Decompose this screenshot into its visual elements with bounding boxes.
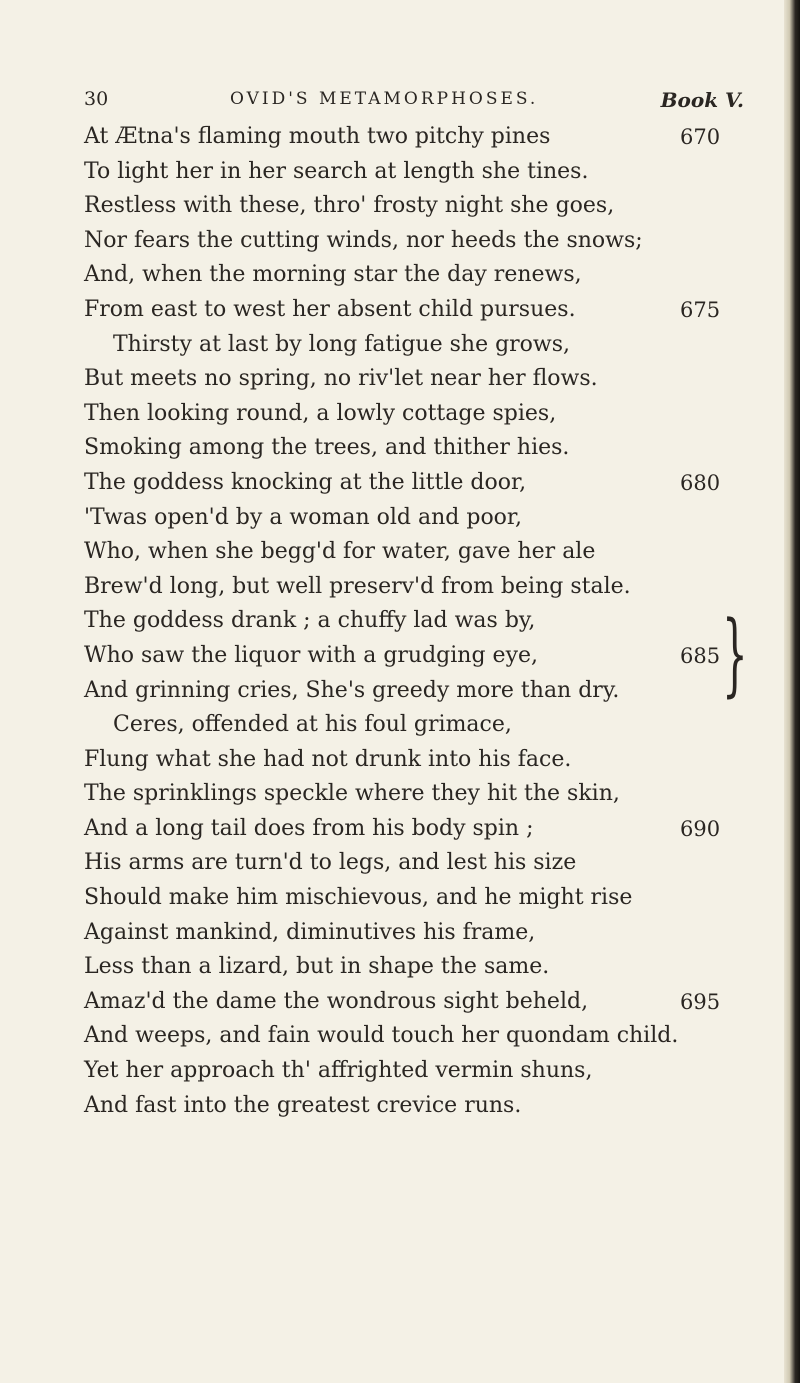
running-title: OVID'S METAMORPHOSES. [230, 89, 539, 109]
verse-text: At Ætna's flaming mouth two pitchy pines [84, 124, 551, 149]
verse-line [0, 570, 800, 605]
verse-text: His arms are turn'd to legs, and lest his size [84, 850, 577, 876]
verse-text: But meets no spring, no riv'let near her flows. [84, 366, 598, 392]
verse-text: Flung what she had not drunk into his face. [84, 746, 572, 772]
verse-text: The sprinklings speckle where they hit the skin, [84, 781, 620, 807]
verse-text: The goddess drank ; a chuffy lad was by, [84, 608, 536, 634]
verse-text: And a long tail does from his body spin ; [84, 815, 534, 841]
book-label: Book V. [660, 88, 744, 112]
verse-line [0, 328, 800, 363]
triplet-brace: } [722, 602, 748, 707]
verse-text: Yet her approach th' affrighted vermin shuns, [84, 1058, 593, 1084]
verse-text: From east to west her absent child pursues. [84, 296, 576, 322]
line-number: 680 [680, 470, 721, 495]
line-number: 675 [680, 297, 721, 322]
verse-line [0, 881, 800, 916]
verse-line [0, 397, 800, 432]
verse-text: Should make him mischievous, and he might rise [84, 885, 633, 911]
poem-text [0, 120, 800, 1123]
verse-line [0, 1089, 800, 1124]
verse-line [0, 501, 800, 536]
verse-text: The goddess knocking at the little door, [84, 469, 527, 495]
verse-text: And grinning cries, She's greedy more than dry. [84, 677, 620, 703]
verse-line [0, 985, 800, 1020]
verse-line [0, 155, 800, 190]
verse-line [0, 189, 800, 224]
verse-line [0, 120, 800, 155]
verse-line [0, 950, 800, 985]
verse-text: Against mankind, diminutives his frame, [84, 919, 536, 945]
verse-text: To light her in her search at length she tines. [84, 158, 589, 184]
verse-line [0, 466, 800, 501]
verse-line [0, 743, 800, 778]
verse-text: Ceres, offended at his foul grimace, [113, 712, 512, 738]
page-header [84, 88, 744, 122]
verse-text: Amaz'd the dame the wondrous sight beheld, [84, 988, 589, 1014]
verse-line [0, 1054, 800, 1089]
verse-line [0, 639, 800, 674]
verse-line [0, 916, 800, 951]
verse-text: And, when the morning star the day renews, [84, 262, 582, 288]
verse-line [0, 535, 800, 570]
verse-line [0, 1019, 800, 1054]
page-number: 30 [84, 88, 109, 110]
verse-line [0, 604, 800, 639]
verse-line [0, 293, 800, 328]
verse-text: 'Twas open'd by a woman old and poor, [84, 504, 523, 530]
verse-text: Nor fears the cutting winds, nor heeds the snows; [84, 227, 643, 253]
verse-text: And weeps, and fain would touch her quondam child. [84, 1023, 679, 1049]
verse-text: And fast into the greatest crevice runs. [84, 1092, 522, 1118]
verse-line [0, 431, 800, 466]
line-number: 695 [680, 989, 721, 1014]
line-number: 685 [680, 643, 721, 668]
verse-line [0, 812, 800, 847]
verse-text: Brew'd long, but well preserv'd from being stale. [84, 573, 631, 599]
line-number: 670 [680, 125, 721, 149]
verse-line [0, 224, 800, 259]
verse-text: Who saw the liquor with a grudging eye, [84, 642, 539, 668]
verse-line [0, 708, 800, 743]
verse-line [0, 674, 800, 709]
verse-text: Restless with these, thro' frosty night she goes, [84, 193, 615, 219]
line-number: 690 [680, 816, 721, 841]
verse-line [0, 777, 800, 812]
verse-line [0, 846, 800, 881]
verse-text: Then looking round, a lowly cottage spies, [84, 400, 557, 426]
verse-line [0, 258, 800, 293]
verse-line [0, 362, 800, 397]
verse-text: Less than a lizard, but in shape the same. [84, 954, 550, 980]
verse-text: Thirsty at last by long fatigue she grows, [113, 331, 571, 357]
verse-text: Smoking among the trees, and thither hies. [84, 435, 570, 461]
verse-text: Who, when she begg'd for water, gave her ale [84, 539, 596, 565]
